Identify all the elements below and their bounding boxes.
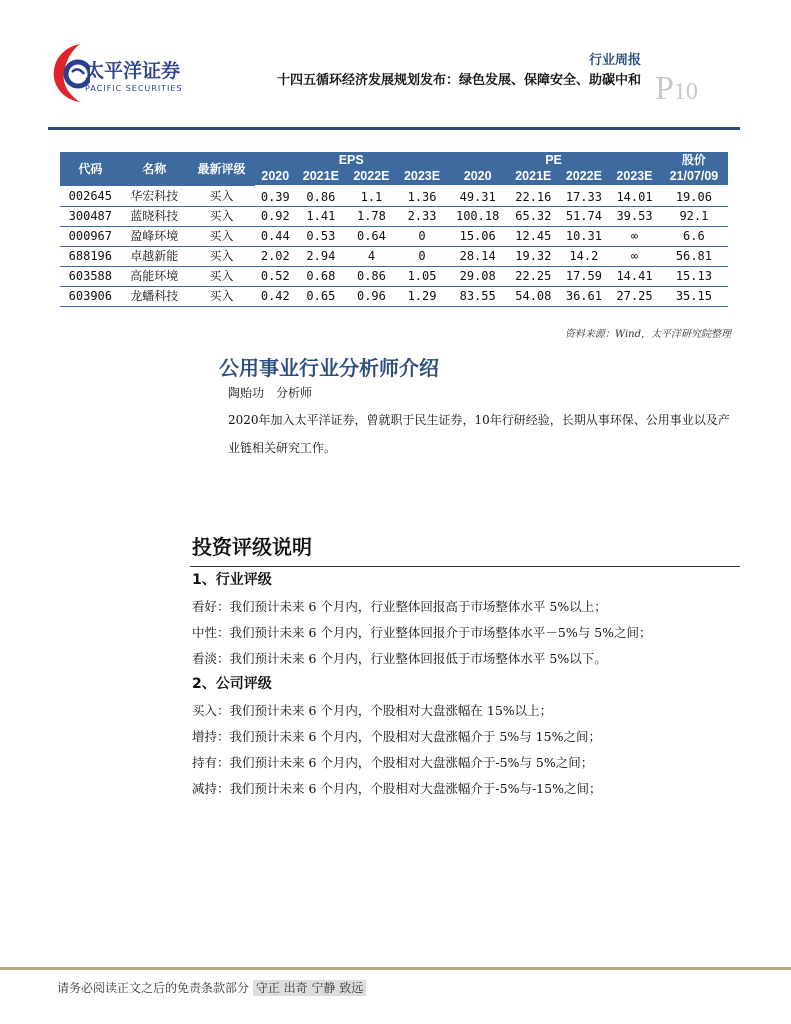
table-cell: 19.06 [660,186,728,206]
footer-divider [0,967,791,970]
table-cell: 0.42 [255,286,295,306]
table-cell: 17.33 [559,186,610,206]
col-price-date: 21/07/09 [660,169,728,186]
page-number-value: 10 [673,79,698,105]
table-row [60,206,728,226]
table-cell: 54.08 [508,286,559,306]
analyst-name: 陶贻功 分析师 [228,386,313,400]
table-cell: 买入 [188,246,255,266]
footer-disclaimer: 请务必阅读正文之后的免责条款部分 [57,981,250,995]
table-cell: 2.02 [255,246,295,266]
table-cell: 36.61 [559,286,610,306]
table-cell: 盈峰环境 [121,226,188,246]
col-eps-year: 2023E [397,169,448,186]
analyst-bio: 2020年加入太平洋证券，曾就职于民生证券，10年行研经验，长期从事环保、公用事业以及产业链相关研究工作。 [228,413,730,455]
industry-rating-list [192,594,652,672]
table-cell: 15.06 [447,226,508,246]
col-pe-year: 2021E [508,169,559,186]
table-row [60,266,728,286]
table-row [60,186,728,206]
company-rating-item: 增持：我们预计未来 6 个月内，个股相对大盘涨幅介于 5%与 15%之间； [192,729,601,744]
stock-table [60,152,728,307]
table-cell: 002645 [60,186,121,206]
table-cell: 0.39 [255,186,295,206]
col-pe-year: 2020 [447,169,508,186]
table-cell: 0.53 [296,226,347,246]
table-cell: 0.96 [346,286,397,306]
table-cell: 14.01 [609,186,660,206]
table-cell: 12.45 [508,226,559,246]
table-cell: 29.08 [447,266,508,286]
table-cell: 688196 [60,246,121,266]
table-cell: 14.41 [609,266,660,286]
table-cell: 39.53 [609,206,660,226]
group-pe: PE [447,152,659,169]
industry-rating-item: 中性：我们预计未来 6 个月内，行业整体回报介于市场整体水平－5%与 5%之间； [192,625,652,640]
table-source: 资料来源：Wind，太平洋研究院整理 [564,329,731,340]
table-cell: 603588 [60,266,121,286]
rating-section-title: 投资评级说明 [192,535,312,559]
table-cell: 603906 [60,286,121,306]
table-cell: 华宏科技 [121,186,188,206]
footer-motto: 守正 出奇 宁静 致远 [253,980,366,996]
table-cell: 22.16 [508,186,559,206]
page-number [655,70,698,111]
table-cell: 0.65 [296,286,347,306]
table-cell: 买入 [188,226,255,246]
table-cell: 0.52 [255,266,295,286]
table-cell: 000967 [60,226,121,246]
col-name: 名称 [121,152,188,186]
table-row [60,226,728,246]
table-cell: 买入 [188,206,255,226]
table-cell: 15.13 [660,266,728,286]
col-eps-year: 2020 [255,169,295,186]
company-rating-list [192,698,601,802]
table-cell: 买入 [188,266,255,286]
table-row [60,246,728,266]
logo-text-cn: 太平洋证券 [85,60,181,82]
col-pe-year: 2022E [559,169,610,186]
logo-emblem-icon [50,42,90,102]
table-cell: 0 [397,226,448,246]
col-code: 代码 [60,152,121,186]
report-type: 行业周报 [588,53,641,68]
table-cell: 17.59 [559,266,610,286]
table-cell: 0.86 [296,186,347,206]
table-cell: 27.25 [609,286,660,306]
table-cell: 83.55 [447,286,508,306]
table-cell: 28.14 [447,246,508,266]
table-cell: 龙蟠科技 [121,286,188,306]
industry-rating-item: 看好：我们预计未来 6 个月内，行业整体回报高于市场整体水平 5%以上； [192,599,607,614]
company-rating-item: 买入：我们预计未来 6 个月内，个股相对大盘涨幅在 15%以上； [192,703,553,718]
company-rating-item: 减持：我们预计未来 6 个月内，个股相对大盘涨幅介于-5%与-15%之间； [192,781,602,796]
report-title: 十四五循环经济发展规划发布：绿色发展、保障安全、助碳中和 [276,73,641,88]
company-rating-title: 2、公司评级 [192,676,272,692]
table-cell: 2.94 [296,246,347,266]
footer [57,980,366,996]
table-cell: 卓越新能 [121,246,188,266]
group-eps: EPS [255,152,447,169]
group-price: 股价 [660,152,728,169]
table-cell: 300487 [60,206,121,226]
table-cell: 0 [397,246,448,266]
table-cell: 65.32 [508,206,559,226]
table-cell: 0.44 [255,226,295,246]
table-cell: 6.6 [660,226,728,246]
table-cell: 100.18 [447,206,508,226]
table-cell: 高能环境 [121,266,188,286]
table-cell: 49.31 [447,186,508,206]
table-cell: 10.31 [559,226,610,246]
table-cell: 0.68 [296,266,347,286]
table-cell: 2.33 [397,206,448,226]
table-cell: 1.1 [346,186,397,206]
table-cell: 1.41 [296,206,347,226]
table-cell: 蓝晓科技 [121,206,188,226]
analyst-section-title: 公用事业行业分析师介绍 [219,356,439,380]
table-cell: 51.74 [559,206,610,226]
industry-rating-item: 看淡：我们预计未来 6 个月内，行业整体回报低于市场整体水平 5%以下。 [192,651,607,666]
industry-rating-title: 1、行业评级 [192,572,272,588]
table-cell: 0.92 [255,206,295,226]
header-divider [48,127,740,130]
table-cell: 35.15 [660,286,728,306]
company-rating-item: 持有：我们预计未来 6 个月内，个股相对大盘涨幅介于-5%与 5%之间； [192,755,594,770]
table-cell: 0.64 [346,226,397,246]
rating-divider [190,566,740,567]
table-cell: 买入 [188,186,255,206]
table-cell: 14.2 [559,246,610,266]
page-prefix: P [655,70,674,107]
table-cell: 1.05 [397,266,448,286]
col-pe-year: 2023E [609,169,660,186]
table-row [60,286,728,306]
table-cell: ∞ [609,246,660,266]
table-cell: 19.32 [508,246,559,266]
table-cell: ∞ [609,226,660,246]
table-cell: 1.78 [346,206,397,226]
table-cell: 1.29 [397,286,448,306]
table-cell: 92.1 [660,206,728,226]
col-eps-year: 2021E [296,169,347,186]
table-cell: 22.25 [508,266,559,286]
logo-text-en: PACIFIC SECURITIES [85,84,183,93]
table-cell: 0.86 [346,266,397,286]
col-eps-year: 2022E [346,169,397,186]
col-rating: 最新评级 [188,152,255,186]
table-cell: 56.81 [660,246,728,266]
table-cell: 4 [346,246,397,266]
table-cell: 1.36 [397,186,448,206]
table-cell: 买入 [188,286,255,306]
